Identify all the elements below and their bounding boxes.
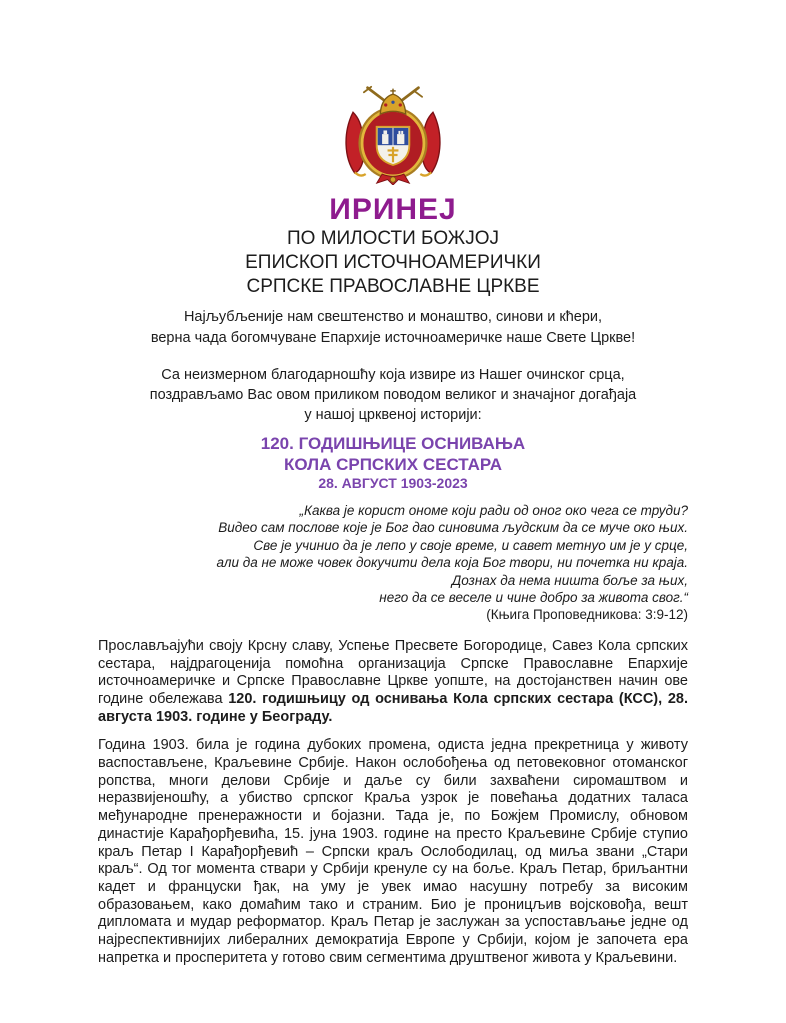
quote-line-4: али да не може човек докучити дела која Бог твори, ни почетка ни краја. — [216, 555, 688, 571]
subtitle-line-1: ПО МИЛОСТИ БОЖЈОЈ — [286, 228, 499, 249]
serbian-orthodox-church-crest — [98, 85, 688, 185]
paragraph-history-1903 — [98, 737, 688, 967]
intro-block — [98, 365, 688, 425]
quote-line-1: „Каква је корист ономе који ради од оног око чега се труди? — [299, 503, 688, 518]
salutation-line-2: верна чада богомчуване Епархије источноамеричке наше Свете Цркве! — [150, 329, 636, 346]
salutation-block — [98, 307, 688, 348]
intro-line-1: Са неизмерном благодарношћу која извире из Нашег очинског срца, — [161, 367, 625, 383]
quote-line-5: Дознах да нема ништа боље за њих, — [451, 572, 688, 588]
subtitle-line-2: ЕПИСКОП ИСТОЧНОАМЕРИЧКИ — [245, 252, 541, 273]
crest-graphic — [338, 85, 448, 185]
anniversary-bold-text: 120. годишњицу од оснивања Кола српских сестара (КСС), 28. августа 1903. године у Београду. — [98, 690, 688, 725]
quote-line-6: него да се веселе и чине добро за живота свог.“ — [379, 590, 688, 606]
quote-line-2: Видео сам послове које је Бог дао синовима људским да се муче око њих. — [218, 520, 688, 536]
scripture-reference: (Књига Проповедникова: 3:9-12) — [486, 607, 688, 623]
bishop-name-title: ИРИНЕЈ — [329, 193, 457, 226]
paragraph-celebration — [98, 638, 688, 727]
quote-line-3: Све је учинио да је лепо у своје време, и савет метнуо им је у срце, — [253, 537, 688, 553]
paragraph-history-text: Година 1903. била је година дубоких промена, одиста једна прекретница у животу васпостављене, Краљевине Србије. Након ослобођења од петовековног отоманског ропства, многи делови Србије и даље су били захваћени сиромаштвом и неразвијеношћу, а убиство српског Краља узрок је повећања додатних таласа међународне пренеражности и бојазни. Тада је, по Божјем Промислу, обновом династије Карађорђевића, 15. јуна 1903. године на престо Краљевине Србије ступио краљ Петар I Карађорђевић – Српски краљ Ослободилац, од миља звани „Стари краљ“. Од тог момента ствари у Србији кренуле су на боље. Краљ Петар, бриљантни кадет и француски ђак, на уму је увек имао насушну потребу за високим образовањем, како домаћим тако и страним. Био је проницљив војсковођа, вешт дипломата и мудар реформатор. Краљ Петар је заслужан за успостављање једне од најреспективнијих либералних демократија Европе у Србији, којом је започета ера напретка и просперитета у готово свим сегментима друштвеног живота у Краљевини. — [98, 737, 688, 966]
intro-line-2: поздрављамо Вас овом приликом поводом великог и значајног догађаја — [149, 387, 637, 403]
scripture-quote — [98, 502, 688, 624]
anniversary-date-line: 28. АВГУСТ 1903-2023 — [318, 475, 468, 491]
anniversary-line-2: КОЛА СРПСКИХ СЕСТАРА — [283, 455, 503, 474]
paragraph-celebration-text: Прослављајући своју Крсну славу, Успење Пресвете Богородице, Савез Кола српских сестара, најдрагоценија помоћна организација Српске Православне Епархије источноамеричке и Српске Православне Цркве уопште, на достојанствен начин ове године обележава — [98, 637, 688, 707]
subtitle-line-3: СРПСКЕ ПРАВОСЛАВНЕ ЦРКВЕ — [246, 276, 540, 297]
intro-line-3: у нашој црквеној историји: — [304, 407, 482, 423]
anniversary-line-1: 120. ГОДИШЊИЦЕ ОСНИВАЊА — [260, 434, 526, 453]
bishop-title-block — [98, 227, 688, 299]
anniversary-heading — [98, 433, 688, 492]
salutation-line-1: Најљубљеније нам свештенство и монаштво, синови и кћери, — [183, 309, 603, 325]
